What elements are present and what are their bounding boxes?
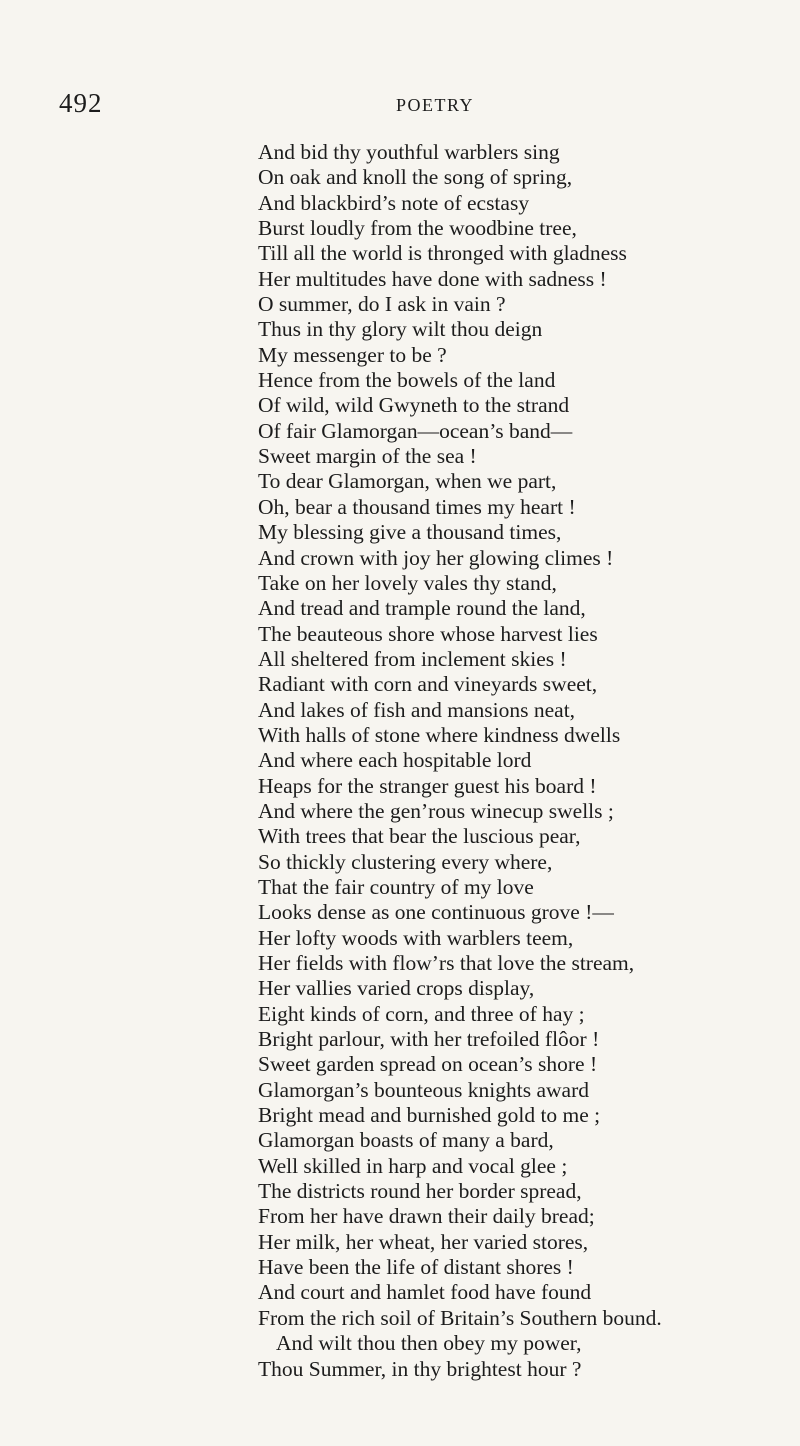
poem-line: My messenger to be ? <box>258 342 447 367</box>
poem-line: Glamorgan’s bounteous knights award <box>258 1077 590 1102</box>
poem-line: That the fair country of my love <box>258 874 534 899</box>
poem-line: And tread and trample round the land, <box>258 596 586 621</box>
poem-line: And crown with joy her glowing climes ! <box>258 545 614 570</box>
poem-line: Her multitudes have done with sadness ! <box>258 266 607 291</box>
poem-line: Take on her lovely vales thy stand, <box>258 570 557 595</box>
poem-line: Hence from the bowels of the land <box>258 368 556 393</box>
poem-line: Of fair Glamorgan—ocean’s band— <box>258 418 573 443</box>
poem-line: My blessing give a thousand times, <box>258 520 562 545</box>
poem-line: And bid thy youthful warblers sing <box>258 140 560 164</box>
poem-line: And where each hospitable lord <box>258 748 532 773</box>
running-head: POETRY <box>396 95 475 115</box>
poem-line: Her vallies varied crops display, <box>258 976 535 1001</box>
poem-line: And lakes of fish and mansions neat, <box>258 697 576 722</box>
poem-line: And court and hamlet food have found <box>258 1280 592 1305</box>
poem-body <box>258 140 798 1382</box>
poem-line: With trees that bear the luscious pear, <box>258 824 581 849</box>
poem-line: Looks dense as one continuous grove !— <box>258 900 614 925</box>
poem-line: Sweet garden spread on ocean’s shore ! <box>258 1052 598 1077</box>
poem-line: Bright parlour, with her trefoiled flôor ! <box>258 1027 600 1052</box>
poem-line: Till all the world is thronged with gladness <box>258 241 627 266</box>
poem-line: Of wild, wild Gwyneth to the strand <box>258 393 570 418</box>
poem-line: Well skilled in harp and vocal glee ; <box>258 1153 568 1178</box>
poem-line: From the rich soil of Britain’s Southern bound. <box>258 1305 662 1330</box>
poem-line: Sweet margin of the sea ! <box>258 444 477 469</box>
poem-line: And blackbird’s note of ecstasy <box>258 190 530 215</box>
poem-line: Her milk, her wheat, her varied stores, <box>258 1229 589 1254</box>
poem-line: And wilt thou then obey my power, <box>276 1331 582 1356</box>
poem-line: The districts round her border spread, <box>258 1179 582 1204</box>
poem-line: Radiant with corn and vineyards sweet, <box>258 672 598 697</box>
poem-line: All sheltered from inclement skies ! <box>258 646 567 671</box>
poem-line: Burst loudly from the woodbine tree, <box>258 216 577 241</box>
poem-line: So thickly clustering every where, <box>258 849 553 874</box>
poem-line: Eight kinds of corn, and three of hay ; <box>258 1001 585 1026</box>
poem-line: Have been the life of distant shores ! <box>258 1255 574 1280</box>
poem-line: Oh, bear a thousand times my heart ! <box>258 494 576 519</box>
poem-line: From her have drawn their daily bread; <box>258 1204 595 1229</box>
poem-line: The beauteous shore whose harvest lies <box>258 621 598 646</box>
poem-line: Her lofty woods with warblers teem, <box>258 925 574 950</box>
poem-line: Thus in thy glory wilt thou deign <box>258 317 543 342</box>
poem-line: Thou Summer, in thy brightest hour ? <box>258 1356 582 1381</box>
poem-line: On oak and knoll the song of spring, <box>258 165 573 190</box>
poem-line: To dear Glamorgan, when we part, <box>258 469 557 494</box>
poem-line: And where the gen’rous winecup swells ; <box>258 798 614 823</box>
page-number: 492 <box>59 88 103 118</box>
poem-line: Her fields with flow’rs that love the stream, <box>258 951 635 975</box>
poem-line: Glamorgan boasts of many a bard, <box>258 1128 554 1153</box>
poem-line: With halls of stone where kindness dwells <box>258 722 621 747</box>
poem-line: O summer, do I ask in vain ? <box>258 292 506 317</box>
poem-line: Bright mead and burnished gold to me ; <box>258 1103 601 1128</box>
poem-line: Heaps for the stranger guest his board ! <box>258 773 597 798</box>
